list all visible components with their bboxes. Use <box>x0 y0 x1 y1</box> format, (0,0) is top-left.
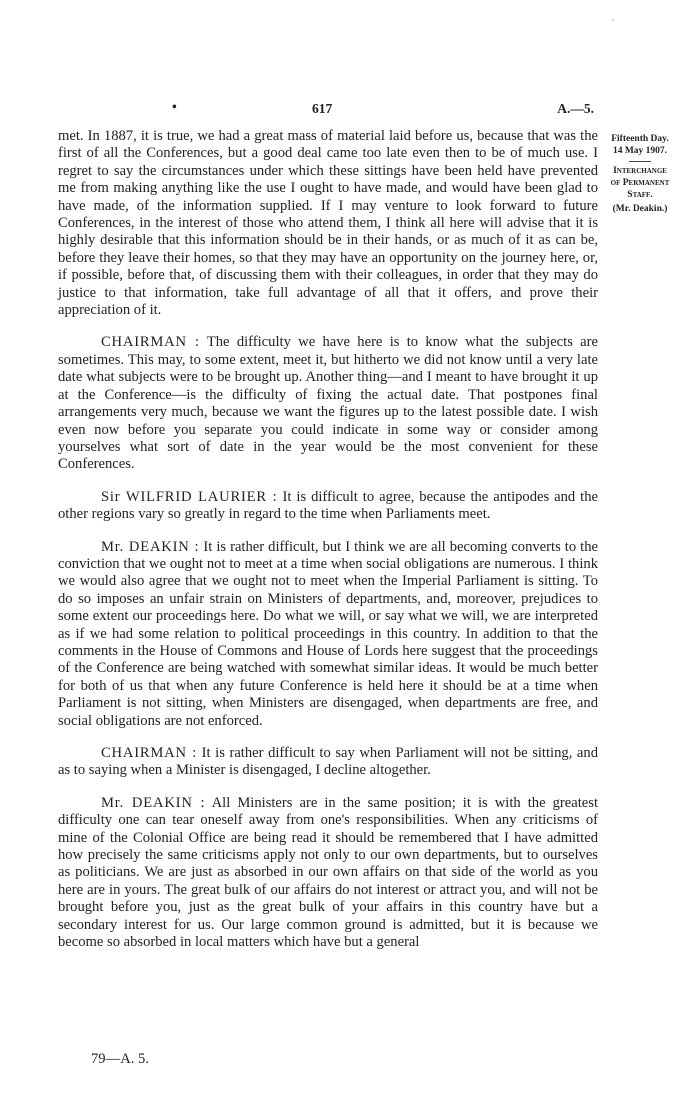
series-code: A.—5. <box>557 101 594 116</box>
paragraph-chairman-1 <box>58 334 598 473</box>
marginal-date: 14 May 1907. <box>612 146 668 156</box>
speaker-name: Sir WILFRID LAURIER : <box>101 488 278 505</box>
marginal-rule <box>629 161 651 162</box>
marginal-day: Fifteenth Day. <box>611 134 669 144</box>
paragraph-deakin-2 <box>58 795 598 952</box>
corner-mark: , <box>612 12 615 22</box>
paragraph-text: It is rather difficult, but I think we are all becoming converts to the conviction that we ought not to meet at a time when social obligations are numerous. I think we would also agree that we ought not to meet when the Imperial Parliament is sitting. To do so imposes an unfair strain on Ministers of departments, and, moreover, prejudices to some extent our proceedings here. Do what we will, or say what we will, we are interpreted as if we had some relation to political proceedings in this country. In addition to that the comments in the House of Commons and House of Lords here suggest that the proceedings of the Conference are being watched with somewhat similar ideas. It would be much better for both of us that when any future Conference is held here it should be at a time when Parliament is not sitting, when Ministers are disengaged, when departments are free, and social obligations are not enforced. <box>58 538 598 729</box>
paragraph-text: It is difficult to agree, because the antipodes and the other regions vary so greatly in regard to the time when Parliaments meet. <box>58 488 598 523</box>
paragraph-text: All Ministers are in the same position; it is with the greatest difficulty one can tear oneself away from one's responsibilities. When any criticisms of mine of the Colonial Office are being read it should be remembered that I have admitted how precisely the same criticisms apply not only to our own departments, but to ourselves as politicians. We are just as absorbed in our own affairs on that side of the world as you here are in yours. The great bulk of our affairs do not interest or attract you, and will not be brought before you, just as the great bulk of your affairs in this country have but a secondary interest for us. Our large common ground is admitted, but it is because we become so absorbed in local matters which have but a general <box>58 794 599 951</box>
marginal-note <box>598 133 682 215</box>
marginal-subject-line2: of Permanent <box>610 178 670 188</box>
paragraph-continuation <box>58 128 598 319</box>
marginal-subject-line1: Interchange <box>613 166 667 176</box>
marginal-speaker: (Mr. Deakin.) <box>612 204 668 214</box>
paragraph-text: It is rather difficult to say when Parliament will not be sitting, and as to saying when a Minister is disengaged, I decline altogether. <box>58 745 598 779</box>
paragraph-text: met. In 1887, it is true, we had a great mass of material laid before us, because that was the first of all the Conferences, but a good deal came too late even then to be of much use. I regret to say the circumstances under which these sittings have been held have prevented me from making anything like the use I ought to have made, and would have been glad to have made, of the information supplied. If I may venture to look forward to future Conferences, in the interest of those who attend them, I think all here will advise that it is highly desirable that this information should be in their hands, or as much of it as can be, before they leave their homes, so that they may have an opportunity on the journey here, or, if possible, before that, of discussing them with their colleagues, in order that they may do justice to that information, take full advantage of all that it offers, and prove their appreciation of it. <box>58 128 598 319</box>
page-number: 617 <box>312 101 333 116</box>
body-text <box>58 128 598 966</box>
signature-mark: 79—A. 5. <box>91 1051 149 1067</box>
paragraph-laurier <box>58 489 598 524</box>
page-header <box>60 101 594 121</box>
speaker-name: Mr. DEAKIN : <box>101 538 200 555</box>
header-dot: • <box>172 99 177 114</box>
speaker-name: Mr. DEAKIN : <box>101 794 206 811</box>
paragraph-chairman-2 <box>58 745 598 780</box>
speaker-name: CHAIRMAN : <box>101 745 198 761</box>
paragraph-text: The difficulty we have here is to know what the subjects are sometimes. This may, to some extent, meet it, but hitherto we did not know until a very late date what subjects were to be brought up. Another thing—and I meant to have brought it up at the Conference—is the difficulty of fixing the actual date. That postpones final arrangements very much, because we want the figures up to the latest possible date. I wish even now before you separate you could indicate in some way or consider among yourselves what sort of date in the year would be the most convenient for these Conferences. <box>58 334 598 473</box>
speaker-name: CHAIRMAN : <box>101 334 200 351</box>
paragraph-deakin-1 <box>58 539 598 730</box>
marginal-subject-line3: Staff. <box>627 190 653 200</box>
